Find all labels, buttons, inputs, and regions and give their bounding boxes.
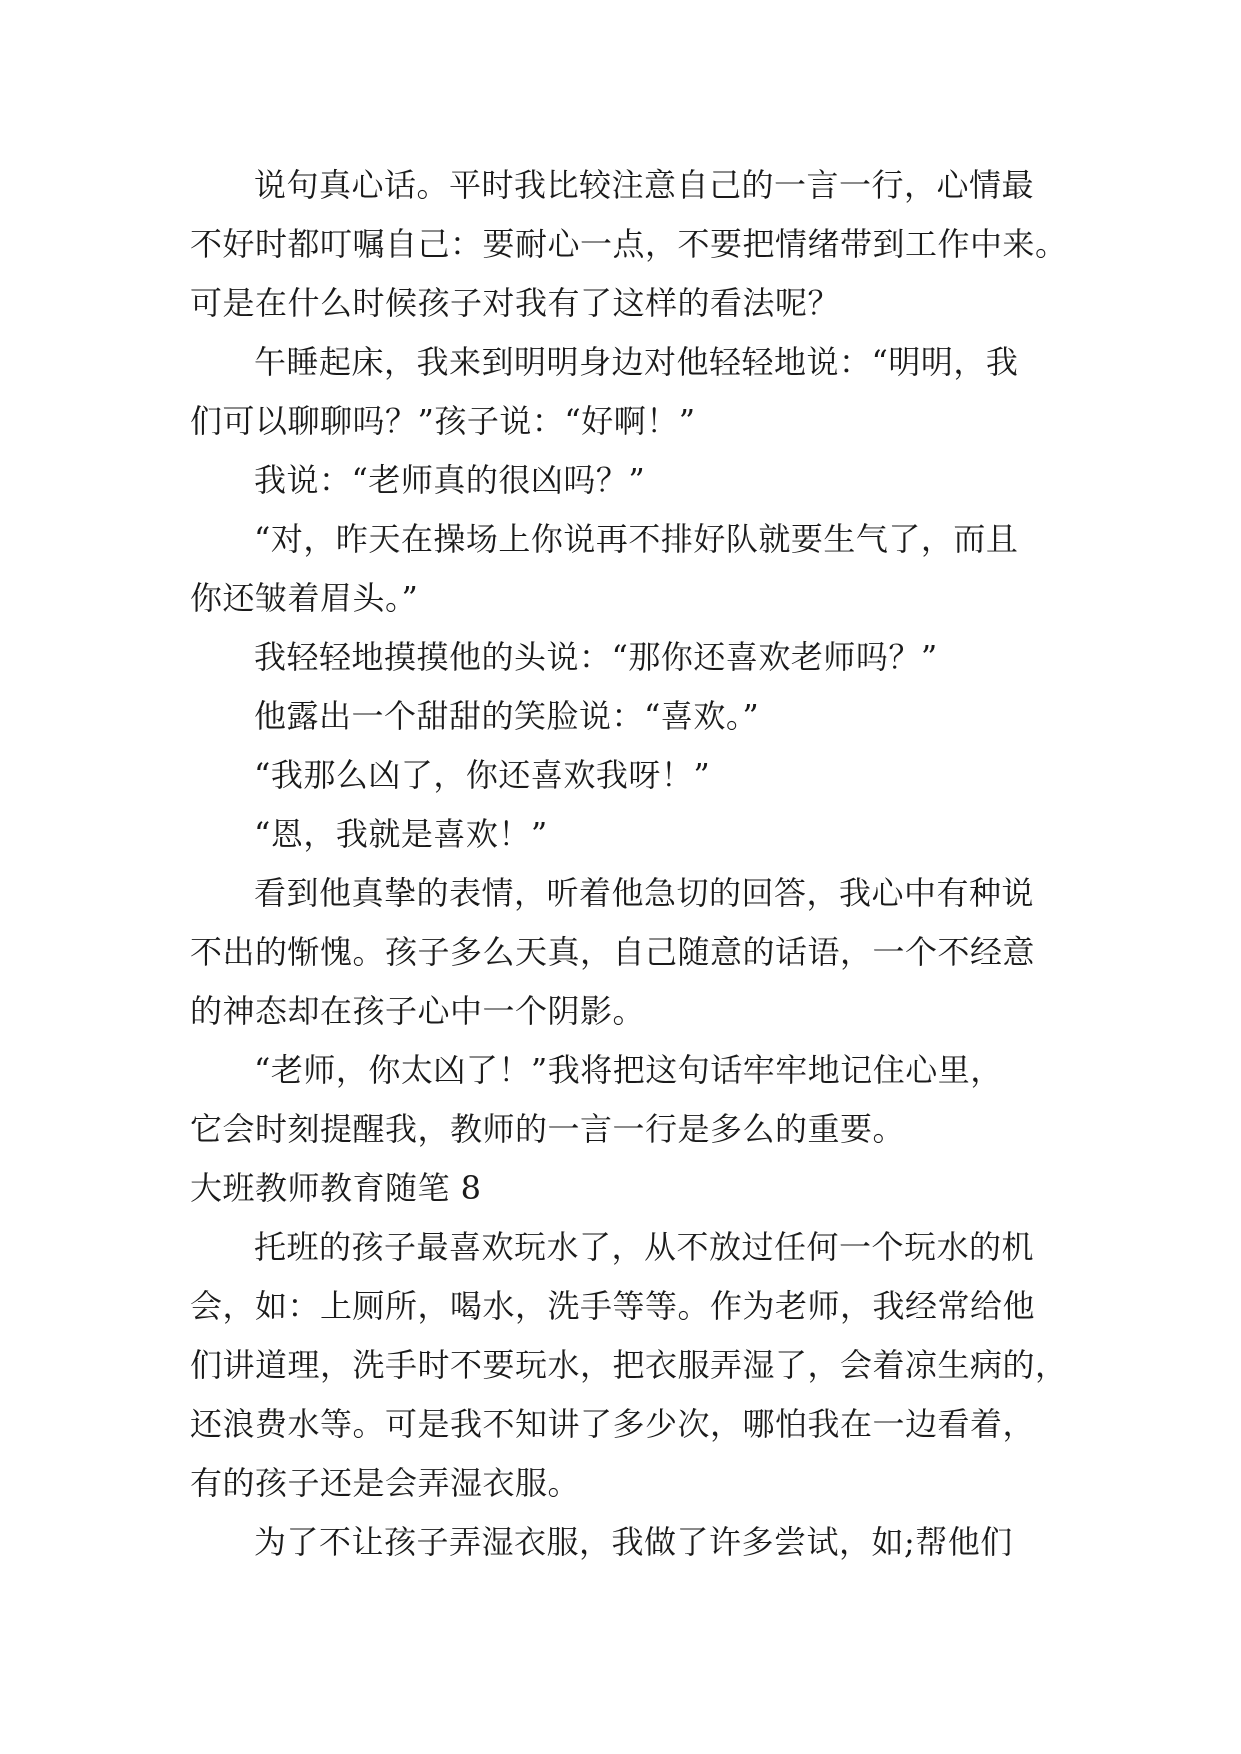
paragraph-line: 他露出一个甜甜的笑脸说：“喜欢。”	[254, 697, 760, 735]
paragraph-line: 我轻轻地摸摸他的头说：“那你还喜欢老师吗？”	[254, 638, 938, 676]
paragraph-line: “恩，我就是喜欢！”	[254, 815, 548, 853]
paragraph-line: 它会时刻提醒我，教师的一言一行是多么的重要。	[190, 1110, 906, 1148]
paragraph-line: “我那么凶了，你还喜欢我呀！”	[254, 756, 711, 794]
paragraph-line: 不好时都叮嘱自己：要耐心一点，不要把情绪带到工作中来。	[190, 225, 1068, 263]
paragraph-line: 托班的孩子最喜欢玩水了，从不放过任何一个玩水的机	[254, 1228, 1035, 1266]
paragraph-line: 还浪费水等。可是我不知讲了多少次，哪怕我在一边看着，	[190, 1405, 1036, 1443]
paragraph-line: 为了不让孩子弄湿衣服，我做了许多尝试，如;帮他们	[254, 1523, 1013, 1561]
paragraph-line: 看到他真挚的表情，听着他急切的回答，我心中有种说	[254, 874, 1035, 912]
paragraph-line: 有的孩子还是会弄湿衣服。	[190, 1464, 581, 1502]
paragraph-line: 你还皱着眉头。”	[190, 579, 419, 617]
paragraph-line: 可是在什么时候孩子对我有了这样的看法呢？	[190, 284, 841, 322]
paragraph-line: 们可以聊聊吗？”孩子说：“好啊！”	[190, 402, 696, 440]
paragraph-line: “对，昨天在操场上你说再不排好队就要生气了，而且	[254, 520, 1019, 558]
paragraph-line: 午睡起床，我来到明明身边对他轻轻地说：“明明，我	[254, 343, 1019, 381]
paragraph-line: 我说：“老师真的很凶吗？”	[254, 461, 646, 499]
paragraph-line: 说句真心话。平时我比较注意自己的一言一行，心情最	[254, 166, 1035, 204]
paragraph-line: 的神态却在孩子心中一个阴影。	[190, 992, 646, 1030]
section-heading: 大班教师教育随笔 8	[190, 1169, 482, 1207]
paragraph-line: 不出的惭愧。孩子多么天真，自己随意的话语，一个不经意	[190, 933, 1036, 971]
paragraph-line: “老师，你太凶了！”我将把这句话牢牢地记住心里，	[254, 1051, 1003, 1089]
paragraph-line: 会，如：上厕所，喝水，洗手等等。作为老师，我经常给他	[190, 1287, 1036, 1325]
paragraph-line: 们讲道理，洗手时不要玩水，把衣服弄湿了，会着凉生病的，	[190, 1346, 1068, 1384]
document-body	[190, 156, 1068, 1572]
